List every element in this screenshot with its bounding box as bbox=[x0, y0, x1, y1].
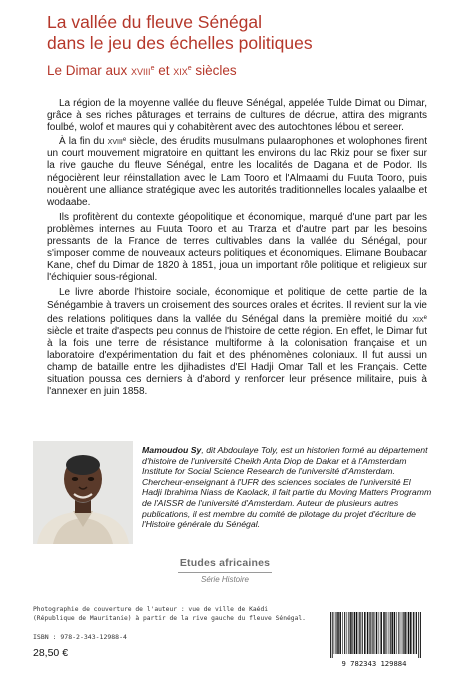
barcode-bar bbox=[390, 612, 391, 654]
barcode-bar bbox=[396, 612, 397, 654]
barcode bbox=[324, 610, 424, 668]
barcode-bar bbox=[352, 612, 353, 654]
barcode-bar bbox=[348, 612, 349, 654]
subtitle-suffix: siècles bbox=[191, 63, 237, 78]
barcode-bar bbox=[360, 612, 361, 654]
barcode-bar bbox=[401, 612, 402, 654]
author-photo bbox=[33, 441, 133, 544]
barcode-digits: 9 782343 129884 bbox=[341, 659, 407, 668]
barcode-bar bbox=[394, 612, 396, 654]
barcode-bar bbox=[372, 612, 373, 654]
barcode-bar bbox=[413, 612, 414, 654]
p4-post: siècle et traite d'aspects peu connus de l'histoire de cette région. En effet, le Dimar fut à la fois une terre de résistance multiforme à la colonisation française et un laboratoire d'expérimentation du fait et des phénomènes coloniaux. Il fut aussi un champ de bataille entre les djihadistes d'El Hadji Omar Tall et les Français. Cette situation poussa ces derniers à d'abord y renforcer leur présence militaire, puis à l'annexer en juin 1858. bbox=[47, 325, 427, 398]
barcode-bar bbox=[367, 612, 369, 654]
author-name: Mamoudou Sy bbox=[142, 445, 202, 455]
p2-post: siècle, des érudits musulmans pulaarophones et wolophones firent un court mouvement migratoire en quittant les environs du lac Rkiz pour se fixer sur la rive gauche du fleuve Sénégal, entre les localités de Dagana et de Podor. Ils négocièrent leur réinstallation avec le Lam Tooro et l'Almaami du Fuuta Tooro, puis nouèrent une alliance stratégique avec les autorités traditionnelles locales yalaalbe et wodaabe. bbox=[47, 136, 427, 208]
barcode-bar bbox=[330, 612, 331, 658]
barcode-bar bbox=[398, 612, 399, 654]
barcode-bar bbox=[332, 612, 333, 658]
isbn: ISBN : 978-2-343-12988-4 bbox=[33, 633, 127, 641]
p4-century: xix bbox=[412, 313, 424, 325]
barcode-bar bbox=[385, 612, 386, 654]
barcode-bar bbox=[337, 612, 339, 654]
barcode-bar bbox=[336, 612, 337, 654]
author-bio-text: , dit Abdoulaye Toly, est un historien formé au département d'histoire de l'université Cheikh Anta Diop de Dakar et à l'Amsterdam Institute for Social Science Research de l'université d'Amsterdam. Chercheur-enseignant à l'UFR des sciences sociales de l'université El Hadji Ibrahima Niass de Kaolack, il fait partie du Moving Matters Programm de l'AISSR de l'université d'Amsterdam. Auteur de plusieurs autres publications, il est membre du comité de pilotage du projet d'écriture de l'Histoire générale du Sénégal. bbox=[142, 445, 432, 530]
barcode-bar bbox=[369, 612, 370, 654]
barcode-bar bbox=[376, 612, 378, 654]
price: 28,50 € bbox=[33, 647, 69, 659]
barcode-bar bbox=[408, 612, 410, 654]
collection-name: Etudes africaines bbox=[179, 557, 271, 569]
barcode-bar bbox=[354, 612, 356, 654]
barcode-bar bbox=[379, 612, 380, 654]
blurb-paragraph-2 bbox=[47, 134, 427, 209]
blurb-paragraph-3: Ils profitèrent du contexte géopolitique et économique, marqué d'une part par les problèmes internes au Fuuta Tooro et au Trarza et d'autre part par les besoins pressants de la France de terres cultivables dans la vallée du Sénégal, pour s'imposer comme de nouveaux acteurs politiques et économiques. Elimane Boubacar Kane, chef du Dimar de 1820 à 1851, joua un important rôle politique et religieux sur l'échiquier sous-régional. bbox=[47, 211, 427, 284]
p2-sup: e bbox=[122, 137, 127, 144]
p2-century: xviii bbox=[107, 136, 123, 148]
barcode-bar bbox=[342, 612, 343, 654]
barcode-bar bbox=[370, 612, 371, 654]
subtitle-century-2: xix bbox=[173, 63, 188, 78]
barcode-bar bbox=[415, 612, 416, 654]
barcode-bar bbox=[339, 612, 341, 654]
photo-credit-line-1: Photographie de couverture de l'auteur : vue de ville de Kaédi bbox=[33, 606, 269, 613]
book-subtitle bbox=[47, 60, 427, 80]
p4-sup: e bbox=[423, 314, 427, 321]
barcode-bar bbox=[420, 612, 421, 658]
barcode-bar bbox=[391, 612, 393, 654]
p2-pre: À la fin du bbox=[59, 136, 108, 148]
blurb-paragraph-1: La région de la moyenne vallée du fleuve Sénégal, appelée Tulde Dimat ou Dimar, grâce à ses riches pâturages et terrains de cultures de décrue, attira des migrants foulbé, wolof et maures qui y cohabitèrent avec des autochtones lébou et sereer. bbox=[47, 98, 427, 134]
photo-credit-line-2: (République de Mauritanie) à partir de la rive gauche du fleuve Sénégal. bbox=[33, 614, 306, 622]
collection-series: Série Histoire bbox=[200, 575, 249, 584]
collection-divider bbox=[178, 572, 272, 573]
subtitle-century-1: xviii bbox=[131, 63, 151, 78]
blurb-paragraph-4 bbox=[47, 287, 427, 398]
barcode-bar bbox=[347, 612, 348, 654]
barcode-bar bbox=[356, 612, 358, 654]
title-line-1: La vallée du fleuve Sénégal bbox=[47, 12, 263, 32]
subtitle-mid: et bbox=[154, 63, 174, 78]
barcode-bar bbox=[383, 612, 385, 654]
barcode-bar bbox=[344, 612, 345, 654]
p4-pre: Le livre aborde l'histoire sociale, économique et politique de cette partie de la Sénégambie à travers un croisement des sources orales et écrites. Il revient sur la vie des relations politiques dans la vallée du Sénégal dans la première moitié du bbox=[47, 287, 427, 325]
barcode-bar bbox=[403, 612, 404, 654]
barcode-bars bbox=[324, 610, 424, 668]
title-line-2: dans le jeu des échelles politiques bbox=[47, 33, 313, 53]
barcode-bar bbox=[407, 612, 408, 654]
barcode-bar bbox=[410, 612, 412, 654]
subtitle-century-1-sup: e bbox=[150, 65, 155, 72]
subtitle-prefix: Le Dimar aux bbox=[47, 63, 132, 78]
barcode-bar bbox=[350, 612, 352, 654]
author-bio bbox=[142, 445, 432, 530]
subtitle-century-2-sup: e bbox=[187, 65, 192, 72]
barcode-bar bbox=[362, 612, 363, 654]
barcode-bar bbox=[416, 612, 417, 654]
barcode-bar bbox=[418, 612, 419, 658]
author-portrait-image bbox=[33, 441, 133, 544]
barcode-bar bbox=[380, 612, 382, 654]
barcode-bar bbox=[404, 612, 406, 654]
barcode-bar bbox=[373, 612, 374, 654]
book-title bbox=[47, 12, 427, 54]
blurb-text bbox=[47, 98, 427, 398]
barcode-bar bbox=[364, 612, 366, 654]
barcode-bar bbox=[359, 612, 360, 654]
barcode-bar bbox=[388, 612, 389, 654]
collection-label bbox=[170, 557, 280, 584]
photo-credit bbox=[33, 606, 363, 624]
barcode-bar bbox=[334, 612, 335, 654]
